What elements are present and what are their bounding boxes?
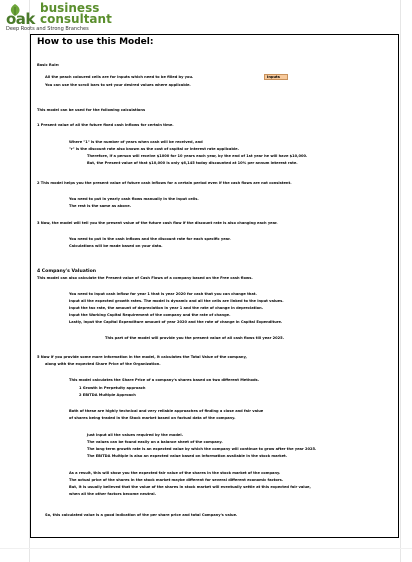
section-1-text: Where "1" is the number of years when cash will be received, and [69,140,203,144]
section-5-text: As a result, this will show you the expected fair value of the shares in the stock market of the company. [69,471,281,475]
section-2-text: You need to put in yearly cash flows manually in the input cells. [69,197,199,201]
section-3-text: You need to put in the cash inflows and the discount rate for each specific year. [69,237,231,241]
row-gridline [0,548,412,549]
section-5-text: Both of these are highly technical and very reliable approaches of finding a close and fair value [69,409,264,413]
page-title: How to use this Model: [37,37,154,47]
section-5-text: But, it is usually believed that the value of the shares in stock market will eventually settle at this expected fair value, [69,485,311,489]
section-5-text: This model calculates the Share Price of a company's shares based on two different Methods. [69,378,260,382]
section-4-text: Input all the expected growth rates. The model is dynamic and all the cells are linked to the input values. [69,299,284,303]
section-5-text: The values can be found easily on a balance sheet of the company. [87,440,223,444]
company-logo [2,0,122,34]
inputs-legend-cell[interactable]: Inputs [264,74,288,80]
closing-note: So, this calculated value is a good indication of the per share price and total Company's value. [45,513,238,517]
section-4-text: Lastly, input the Capital Expenditure amount of year 2020 and the rate of change in Capital Expenditure. [69,320,283,324]
method-1: 1 Growth in Perpetuity approach [79,386,146,390]
section-5-text: when all the other factors become neutral. [69,492,157,496]
section-3-text: Calculations will be made based on your data. [69,244,163,248]
section-1-text: Therefore, if a person will receive $1000 for 10 years each year, by the end of 1st year he will have $10,000. [87,154,308,158]
method-2: 2 EBITDA Multiple Approach [79,393,136,397]
section-4-text: You need to input cash inflow for year 1 that is year 2020 for cash that you can change that. [69,292,257,296]
section-5-text: of shares being traded in the Stock market based on factual data of the company. [69,416,236,420]
section-5-text: The EBITDA Multiple is also an expected value based on information available in the stock market. [87,454,288,458]
section-4-heading: 4 Company's Valuation [37,269,97,274]
column-gridline [400,0,401,562]
section-1-text: "r" is the discount rate also known as the cost of capital or interest rate applicable. [69,147,239,151]
section-1-text: But, the Present value of that $10,000 is only $6,145 today discounted at 10% per annum interest rate. [87,161,298,165]
section-1-heading: 1 Present value of all the future fixed cash inflows for certain time. [37,123,174,127]
section-4-text: Input the Working Capital Requirement of the company and the rate of change. [69,313,231,317]
section-4-intro: This model can also calculate the Present value of Cash Flows of a company based on the Free cash flows. [37,276,253,280]
section-3-heading: 3 Now, the model will tell you the present value of the future cash flow if the discount rate is also changing each year. [37,221,278,225]
section-4-text: This part of the model will provide you the present value of all cash flows till year 2025. [105,336,284,340]
basic-rule-heading: Basic Rule: [37,63,60,67]
section-2-text: The rest is the same as above. [69,204,132,208]
logo-business-text: business [40,1,100,15]
section-2-heading: 2 This model helps you the present value of future cash inflows for a certain period even if the cash flows are not consistent. [37,181,292,185]
section-5-text: Just input all the values required by the model. [87,433,183,437]
section-5-text: The long term growth rate is an expected value by which the company will continue to grow after the year 2025. [87,447,317,451]
section-5-heading: 5 Now if you provide some more information in the model, it calculates the Total Value of the company, [37,355,247,359]
section-5-text: The actual price of the shares in the stock market maybe different for several different economic factors. [69,478,284,482]
section-5-heading: along with the expected Share Price of the Organization. [45,362,161,366]
basic-rule-text: You can use the scroll bars to set your desired values where applicable. [45,83,191,87]
instructions-panel [30,34,399,538]
calculations-intro: This model can be used for the following calculations [37,108,146,112]
logo-mark-text: oak [6,10,35,28]
basic-rule-text: All the peach coloured cells are for inputs which need to be filled by you. [45,75,194,79]
logo-tagline: Deep Roots and Strong Branches [6,26,89,32]
logo-consultant-text: consultant [40,12,112,26]
section-4-text: Input the tax rate, the amount of depreciation in year 1 and the rate of change in depreciation. [69,306,263,310]
